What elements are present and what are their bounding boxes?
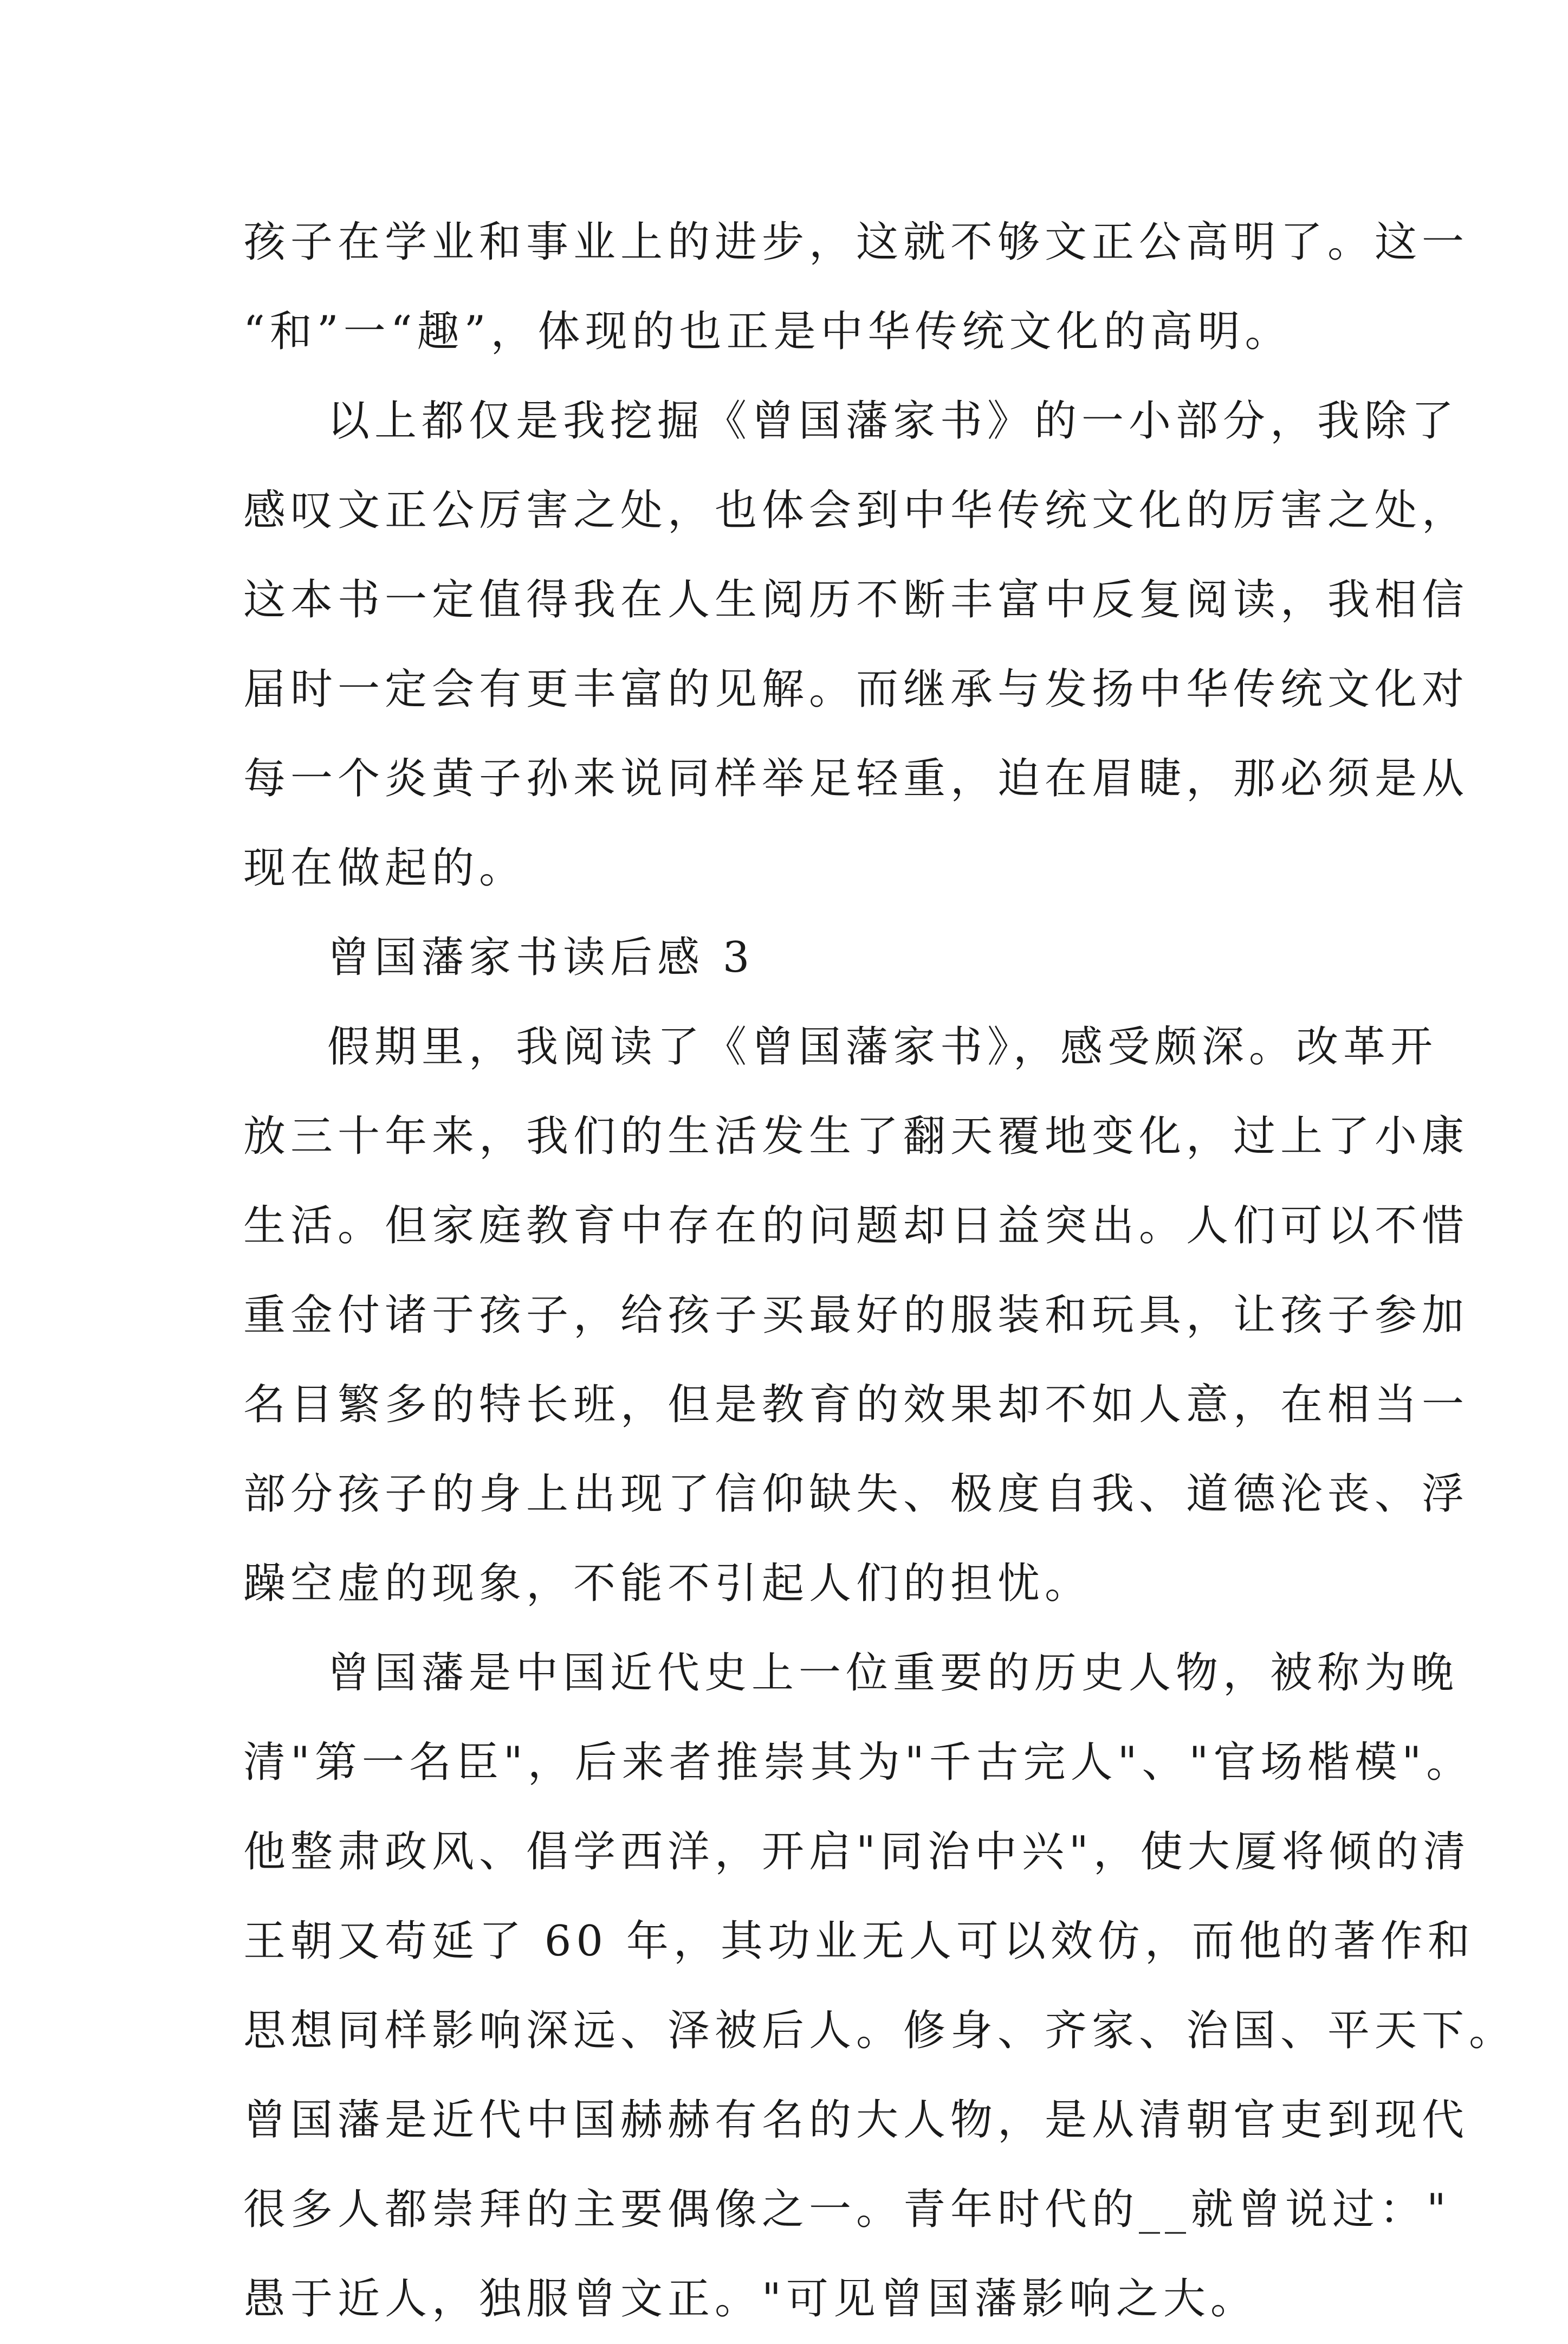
text-line: “和”一“趣”，体现的也正是中华传统文化的高明。: [243, 307, 1292, 356]
text-line: 很多人都崇拜的主要偶像之一。青年时代的__就曾说过：": [243, 2185, 1451, 2234]
text-line: 重金付诸于孩子，给孩子买最好的服装和玩具，让孩子参加: [243, 1291, 1469, 1340]
text-line: 他整肃政风、倡学西洋，开启"同治中兴"，使大厦将倾的清: [243, 1828, 1470, 1876]
text-line: 部分孩子的身上出现了信仰缺失、极度自我、道德沦丧、浮: [243, 1470, 1469, 1519]
text-line: 躁空虚的现象，不能不引起人们的担忧。: [243, 1559, 1092, 1608]
section-heading: 曾国藩家书读后感 3: [327, 933, 755, 982]
text-line: 这本书一定值得我在人生阅历不断丰富中反复阅读，我相信: [243, 576, 1469, 624]
text-line: 曾国藩是近代中国赫赫有名的大人物，是从清朝官吏到现代: [243, 2096, 1469, 2145]
text-line: 现在做起的。: [243, 844, 527, 893]
text-line: 感叹文正公厉害之处，也体会到中华传统文化的厉害之处，: [243, 486, 1469, 535]
document-body: [243, 198, 1517, 2344]
text-line: 愚于近人，独服曾文正。"可见曾国藩影响之大。: [243, 2275, 1258, 2323]
text-line: 放三十年来，我们的生活发生了翻天覆地变化，过上了小康: [243, 1112, 1469, 1161]
text-line: 名目繁多的特长班，但是教育的效果却不如人意，在相当一: [243, 1380, 1469, 1429]
text-line: 届时一定会有更丰富的见解。而继承与发扬中华传统文化对: [243, 665, 1469, 714]
text-line: 以上都仅是我挖掘《曾国藩家书》的一小部分，我除了: [327, 397, 1459, 445]
text-line: 清"第一名臣"，后来者推崇其为"千古完人"、"官场楷模"。: [243, 1738, 1474, 1787]
text-line: 假期里，我阅读了《曾国藩家书》，感受颇深。改革开: [327, 1023, 1438, 1071]
text-line: 王朝又苟延了 60 年，其功业无人可以效仿，而他的著作和: [243, 1917, 1475, 1966]
text-line: 思想同样影响深远、泽被后人。修身、齐家、治国、平天下。: [243, 2006, 1517, 2055]
text-line: 每一个炎黄子孙来说同样举足轻重，迫在眉睫，那必须是从: [243, 754, 1469, 803]
text-line: 孩子在学业和事业上的进步，这就不够文正公高明了。这一: [243, 218, 1469, 267]
text-line: 曾国藩是中国近代史上一位重要的历史人物，被称为晚: [327, 1649, 1459, 1697]
text-line: 生活。但家庭教育中存在的问题却日益突出。人们可以不惜: [243, 1202, 1469, 1250]
